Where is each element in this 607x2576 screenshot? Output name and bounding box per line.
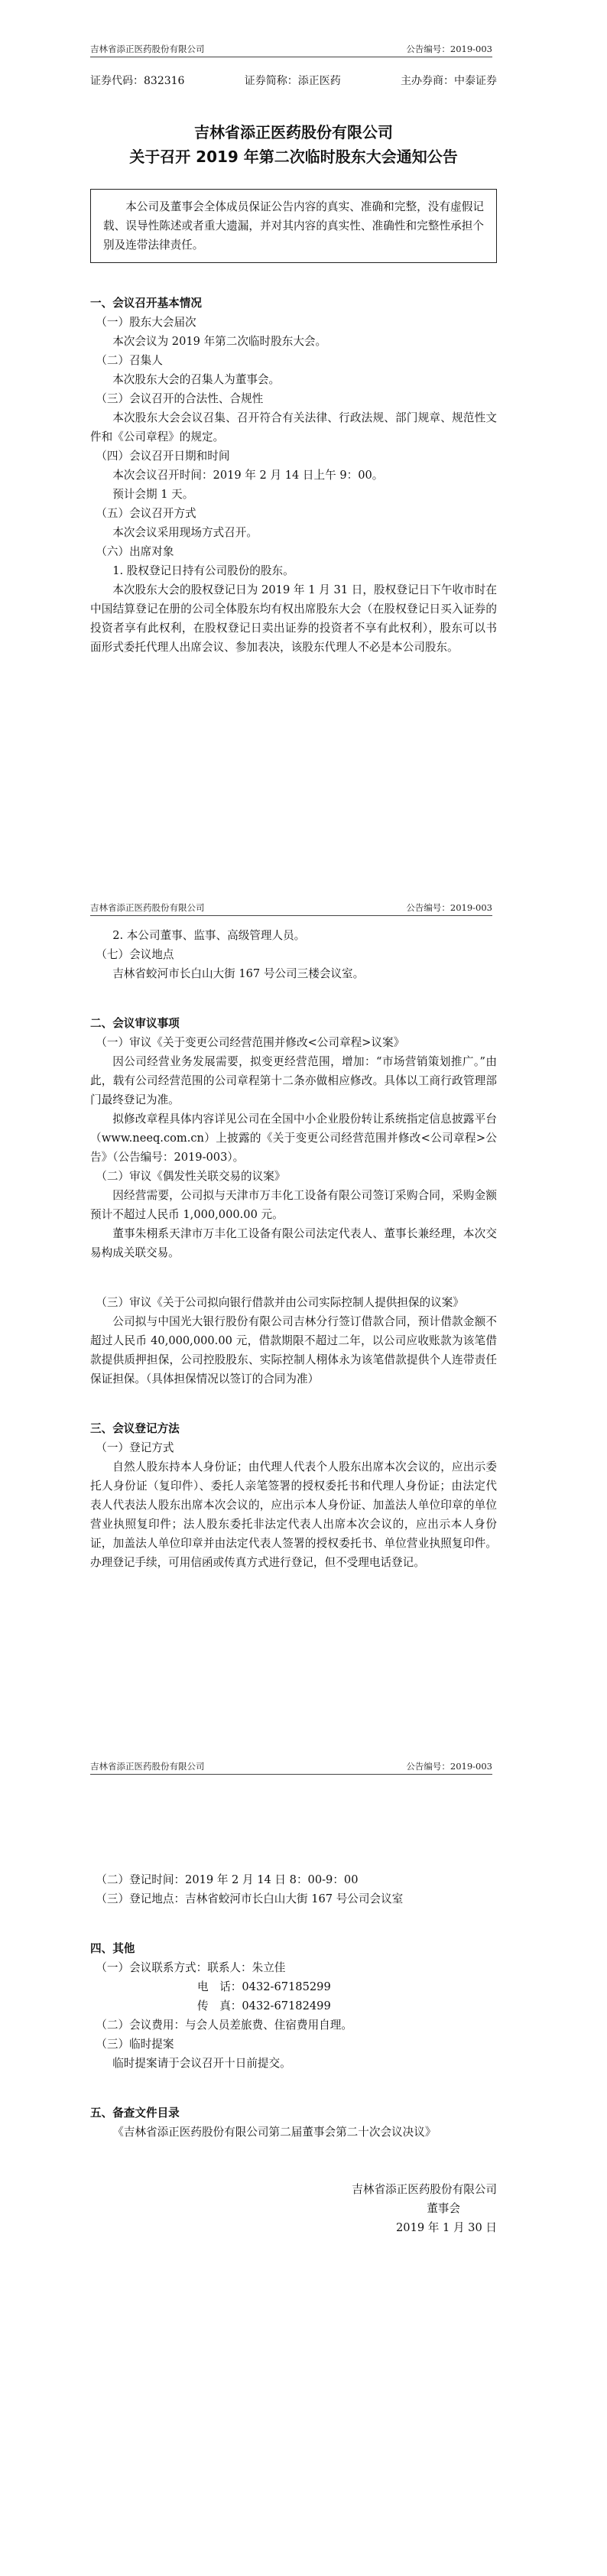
s1-item-1-title: （一）股东大会届次 [96, 316, 196, 329]
s1-item-6-title: （六）出席对象 [96, 545, 174, 558]
s2-item-2-title: （二）审议《偶发性关联交易的议案》 [96, 1170, 286, 1183]
section-1-heading: 一、会议召开基本情况 [90, 297, 202, 310]
title-line-2: 关于召开 2019 年第二次临时股东大会通知公告 [129, 148, 458, 166]
page-1 [0, 0, 607, 859]
s3-item-1-text: 自然人股东持本人身份证；由代理人代表个人股东出席本次会议的，应出示委托人身份证（复印件）、委托人亲笔签署的授权委托书和代理人身份证；由法定代表人代表法人股东出席本次会议的，应出示本人身份证、加盖法人单位印章的单位营业执照复印件；法人股东委托非法定代表人出席本次会议的，应出示本人身份证，加盖法人单位印章并由法定代表人签署的授权委托书、单位营业执照复印件。办理登记手续，可用信函或传真方式进行登记，但不受理电话登记。 [90, 1460, 497, 1569]
section-5-heading: 五、备查文件目录 [90, 2107, 180, 2120]
page-header [90, 901, 492, 916]
s2-item-2-related: 董事朱栩系天津市万丰化工设备有限公司法定代表人、董事长兼经理，本次交易构成关联交易。 [90, 1227, 497, 1259]
s3-item-3: （三）登记地点：吉林省蛟河市长白山大街 167 号公司会议室 [96, 1892, 404, 1905]
page-1-content [90, 72, 497, 657]
s5-document: 《吉林省添正医药股份有限公司第二届董事会第二十次会议决议》 [112, 2126, 437, 2139]
s1-item-5-text: 本次会议采用现场方式召开。 [112, 526, 258, 539]
s1-item-1-text: 本次会议为 2019 年第二次临时股东大会。 [112, 335, 327, 348]
header-company: 吉林省添正医药股份有限公司 [90, 902, 205, 913]
section-4-heading: 四、其他 [90, 1942, 135, 1955]
s1-item-3-title: （三）会议召开的合法性、合规性 [96, 392, 264, 405]
s4-fax: 传 真：0432-67182499 [197, 1999, 331, 2012]
header-code: 公告编号：2019-003 [406, 1761, 492, 1772]
security-info [90, 72, 497, 91]
security-code: 证券代码：832316 [90, 75, 185, 87]
s1-item-6-point-2: 2. 本公司董事、监事、高级管理人员。 [112, 929, 306, 942]
s4-fees: （二）会议费用：与会人员差旅费、住宿费用自理。 [96, 2019, 352, 2032]
security-name: 证券简称：添正医药 [244, 75, 341, 87]
s1-item-2-text: 本次股东大会的召集人为董事会。 [112, 373, 281, 386]
sign-date: 2019 年 1 月 30 日 [396, 2221, 497, 2234]
page-2-content [90, 926, 497, 1572]
title-line-1: 吉林省添正医药股份有限公司 [194, 123, 393, 141]
section-3-heading: 三、会议登记方法 [90, 1422, 180, 1435]
page-3-content [90, 1870, 497, 2237]
header-code: 公告编号：2019-003 [406, 44, 492, 54]
disclaimer-box: 本公司及董事会全体成员保证公告内容的真实、准确和完整，没有虚假记载、误导性陈述或者重大遗漏，并对其内容的真实性、准确性和完整性承担个别及连带法律责任。 [90, 189, 497, 263]
sign-company: 吉林省添正医药股份有限公司 [352, 2183, 497, 2196]
s1-item-4-title: （四）会议召开日期和时间 [96, 450, 230, 463]
page-3 [0, 1717, 607, 2576]
section-2-heading: 二、会议审议事项 [90, 1017, 180, 1030]
s2-item-2-text: 因经营需要，公司拟与天津市万丰化工设备有限公司签订采购合同，采购金额预计不超过人民币 1,000,000.00 元。 [90, 1189, 497, 1221]
s2-item-1-title: （一）审议《关于变更公司经营范围并修改<公司章程>议案》 [96, 1036, 405, 1049]
page-2 [0, 859, 607, 1717]
header-company: 吉林省添正医药股份有限公司 [90, 44, 205, 54]
s4-proposal-title: （三）临时提案 [96, 2038, 174, 2051]
page-header [90, 1760, 492, 1775]
s1-item-7-text: 吉林省蛟河市长白山大街 167 号公司三楼会议室。 [112, 967, 365, 980]
s1-item-4-duration: 预计会期 1 天。 [112, 488, 194, 501]
s4-proposal-text: 临时提案请于会议召开十日前提交。 [112, 2057, 291, 2070]
s3-item-1-title: （一）登记方式 [96, 1441, 174, 1454]
s1-item-6-text: 本次股东大会的股权登记日为 2019 年 1 月 31 日，股权登记日下午收市时在中国结算登记在册的公司全体股东均有权出席股东大会（在股权登记日买入证券的投资者享有此权利，在股权登记日卖出证券的投资者不享有此权利），股东可以书面形式委托代理人出席会议、参加表决，该股东代理人不必是本公司股东。 [90, 583, 497, 654]
s1-item-6-point-1: 1. 股权登记日持有公司股份的股东。 [112, 564, 294, 577]
s2-item-3-text: 公司拟与中国光大银行股份有限公司吉林分行签订借款合同，预计借款金额不超过人民币 40,000,000.00 元，借款期限不超过二年，以公司应收账款为该笔借款提供质押担保，公司控股股东、实际控制人栩体永为该笔借款提供个人连带责任保证担保。（具体担保情况以签订的合同为准） [90, 1315, 497, 1385]
s4-phone: 电 话：0432-67185299 [197, 1980, 331, 1993]
s1-item-2-title: （二）召集人 [96, 354, 163, 367]
header-code: 公告编号：2019-003 [406, 902, 492, 913]
s3-item-2: （二）登记时间：2019 年 2 月 14 日 8：00-9：00 [96, 1873, 359, 1886]
page-header [90, 43, 492, 57]
s2-item-1-detail: 拟修改章程具体内容详见公司在全国中小企业股份转让系统指定信息披露平台（www.neeq.com.cn）上披露的《关于变更公司经营范围并修改<公司章程>公告》（公告编号：2019-003）。 [90, 1113, 497, 1164]
header-company: 吉林省添正医药股份有限公司 [90, 1761, 205, 1772]
s1-item-7-title: （七）会议地点 [96, 948, 174, 961]
s1-item-5-title: （五）会议召开方式 [96, 507, 196, 520]
s2-item-1-text: 因公司经营业务发展需要，拟变更经营范围，增加：“市场营销策划推广。”由此，载有公司经营范围的公司章程第十二条亦做相应修改。具体以工商行政管理部门最终登记为准。 [90, 1055, 497, 1106]
s4-contact: （一）会议联系方式：联系人：朱立佳 [96, 1961, 286, 1974]
broker: 主办券商：中泰证券 [400, 75, 497, 87]
s1-item-4-time: 本次会议召开时间：2019 年 2 月 14 日上午 9：00。 [112, 469, 384, 482]
s2-item-3-title: （三）审议《关于公司拟向银行借款并由公司实际控制人提供担保的议案》 [96, 1296, 464, 1309]
s1-item-3-text: 本次股东大会会议召集、召开符合有关法律、行政法规、部门规章、规范性文件和《公司章程》的规定。 [90, 411, 497, 443]
sign-board: 董事会 [427, 2202, 460, 2215]
